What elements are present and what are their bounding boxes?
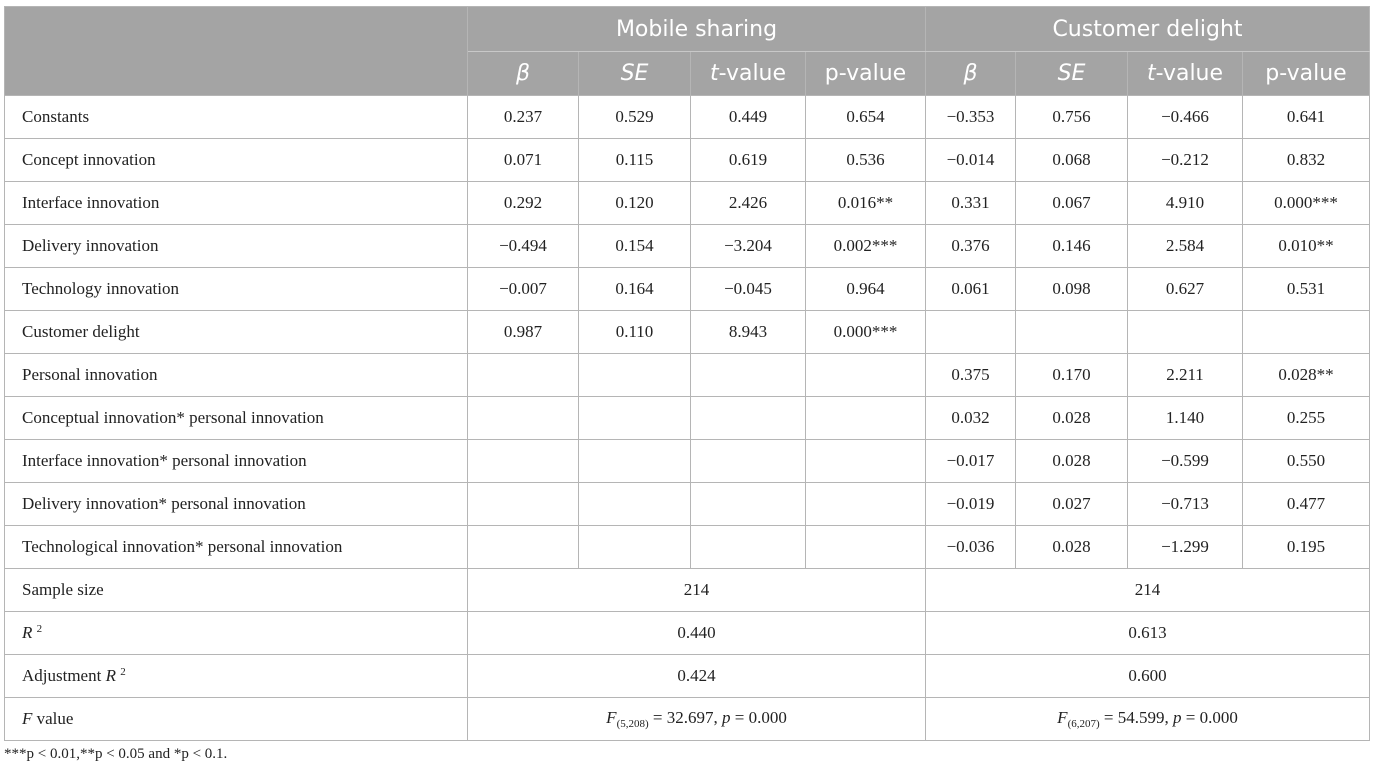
col-header-se: SE bbox=[579, 52, 691, 96]
table-row bbox=[5, 440, 1370, 483]
mobile-sharing-se-cell bbox=[579, 354, 691, 397]
customer-delight-beta-cell: 0.376 bbox=[926, 225, 1016, 268]
table-row bbox=[5, 96, 1370, 139]
customer-delight-se-cell: 0.028 bbox=[1016, 397, 1128, 440]
adj-r2-customer-delight: 0.600 bbox=[926, 655, 1370, 698]
mobile-sharing-p-value-cell: 0.654 bbox=[806, 96, 926, 139]
superscript: 2 bbox=[120, 666, 126, 678]
table-row bbox=[5, 311, 1370, 354]
row-label: Delivery innovation* personal innovation bbox=[5, 483, 468, 526]
customer-delight-beta-cell: −0.036 bbox=[926, 526, 1016, 569]
col-header-t-value: t-value bbox=[691, 52, 806, 96]
table-row bbox=[5, 268, 1370, 311]
mobile-sharing-se-cell bbox=[579, 440, 691, 483]
col-header-beta: β bbox=[468, 52, 579, 96]
customer-delight-t-value-cell: −0.466 bbox=[1128, 96, 1243, 139]
row-label: Technological innovation* personal innovation bbox=[5, 526, 468, 569]
label-prefix: Adjustment bbox=[22, 666, 106, 685]
customer-delight-se-cell: 0.146 bbox=[1016, 225, 1128, 268]
header-blank bbox=[5, 7, 468, 96]
row-label: Conceptual innovation* personal innovation bbox=[5, 397, 468, 440]
degrees-of-freedom: (6,207) bbox=[1067, 718, 1100, 730]
mobile-sharing-t-value-cell: −3.204 bbox=[691, 225, 806, 268]
row-label bbox=[5, 612, 468, 655]
table-body bbox=[5, 96, 1370, 741]
mobile-sharing-beta-cell: 0.237 bbox=[468, 96, 579, 139]
customer-delight-se-cell: 0.756 bbox=[1016, 96, 1128, 139]
regression-table bbox=[4, 6, 1370, 741]
mobile-sharing-p-value-cell: 0.000*** bbox=[806, 311, 926, 354]
f-value-mobile-sharing bbox=[468, 698, 926, 741]
customer-delight-p-value-cell: 0.000*** bbox=[1243, 182, 1370, 225]
mobile-sharing-p-value-cell bbox=[806, 440, 926, 483]
customer-delight-t-value-cell bbox=[1128, 311, 1243, 354]
row-label: Constants bbox=[5, 96, 468, 139]
row-label: Personal innovation bbox=[5, 354, 468, 397]
mobile-sharing-t-value-cell bbox=[691, 397, 806, 440]
r2-mobile-sharing: 0.440 bbox=[468, 612, 926, 655]
mobile-sharing-t-value-cell: 8.943 bbox=[691, 311, 806, 354]
customer-delight-beta-cell: −0.353 bbox=[926, 96, 1016, 139]
mobile-sharing-beta-cell bbox=[468, 397, 579, 440]
customer-delight-p-value-cell: 0.028** bbox=[1243, 354, 1370, 397]
table-row bbox=[5, 483, 1370, 526]
r2-customer-delight: 0.613 bbox=[926, 612, 1370, 655]
mobile-sharing-beta-cell: 0.071 bbox=[468, 139, 579, 182]
p-symbol: p bbox=[721, 708, 731, 727]
mobile-sharing-se-cell bbox=[579, 526, 691, 569]
customer-delight-p-value-cell: 0.641 bbox=[1243, 96, 1370, 139]
customer-delight-p-value-cell: 0.255 bbox=[1243, 397, 1370, 440]
customer-delight-beta-cell: −0.017 bbox=[926, 440, 1016, 483]
mobile-sharing-p-value-cell bbox=[806, 397, 926, 440]
row-label: Concept innovation bbox=[5, 139, 468, 182]
mobile-sharing-t-value-cell bbox=[691, 440, 806, 483]
mobile-sharing-se-cell: 0.110 bbox=[579, 311, 691, 354]
label-rest: value bbox=[32, 709, 74, 728]
col-header-beta: β bbox=[926, 52, 1016, 96]
customer-delight-beta-cell bbox=[926, 311, 1016, 354]
mobile-sharing-t-value-cell bbox=[691, 483, 806, 526]
f-symbol: F bbox=[22, 709, 33, 728]
degrees-of-freedom: (5,208) bbox=[616, 718, 649, 730]
summary-row-sample-size bbox=[5, 569, 1370, 612]
customer-delight-beta-cell: 0.331 bbox=[926, 182, 1016, 225]
customer-delight-t-value-cell: 2.211 bbox=[1128, 354, 1243, 397]
mobile-sharing-se-cell: 0.529 bbox=[579, 96, 691, 139]
customer-delight-se-cell: 0.067 bbox=[1016, 182, 1128, 225]
mobile-sharing-p-value-cell bbox=[806, 483, 926, 526]
customer-delight-t-value-cell: −0.599 bbox=[1128, 440, 1243, 483]
row-label: Technology innovation bbox=[5, 268, 468, 311]
customer-delight-p-value-cell bbox=[1243, 311, 1370, 354]
col-header-t-value: t-value bbox=[1128, 52, 1243, 96]
customer-delight-t-value-cell: −0.713 bbox=[1128, 483, 1243, 526]
table-footnote: ***p < 0.01,**p < 0.05 and *p < 0.1. bbox=[4, 746, 228, 762]
customer-delight-t-value-cell: 4.910 bbox=[1128, 182, 1243, 225]
mobile-sharing-p-value-cell: 0.536 bbox=[806, 139, 926, 182]
row-label: Interface innovation bbox=[5, 182, 468, 225]
customer-delight-p-value-cell: 0.531 bbox=[1243, 268, 1370, 311]
mobile-sharing-beta-cell: 0.987 bbox=[468, 311, 579, 354]
r-symbol: R bbox=[22, 623, 33, 642]
mobile-sharing-se-cell bbox=[579, 397, 691, 440]
customer-delight-se-cell: 0.098 bbox=[1016, 268, 1128, 311]
f-statistic: = 32.697, bbox=[648, 708, 722, 727]
customer-delight-t-value-cell: 0.627 bbox=[1128, 268, 1243, 311]
mobile-sharing-p-value-cell: 0.016** bbox=[806, 182, 926, 225]
customer-delight-se-cell: 0.027 bbox=[1016, 483, 1128, 526]
row-label: Sample size bbox=[5, 569, 468, 612]
mobile-sharing-beta-cell bbox=[468, 526, 579, 569]
customer-delight-se-cell: 0.028 bbox=[1016, 526, 1128, 569]
f-symbol: F bbox=[606, 708, 617, 727]
sample-size-mobile-sharing: 214 bbox=[468, 569, 926, 612]
mobile-sharing-t-value-cell bbox=[691, 526, 806, 569]
f-symbol: F bbox=[1057, 708, 1068, 727]
mobile-sharing-p-value-cell bbox=[806, 354, 926, 397]
customer-delight-beta-cell: 0.032 bbox=[926, 397, 1016, 440]
customer-delight-beta-cell: −0.014 bbox=[926, 139, 1016, 182]
f-value-customer-delight bbox=[926, 698, 1370, 741]
summary-row-r2 bbox=[5, 612, 1370, 655]
customer-delight-p-value-cell: 0.477 bbox=[1243, 483, 1370, 526]
customer-delight-t-value-cell: 1.140 bbox=[1128, 397, 1243, 440]
mobile-sharing-beta-cell: 0.292 bbox=[468, 182, 579, 225]
table-row bbox=[5, 526, 1370, 569]
row-label: Delivery innovation bbox=[5, 225, 468, 268]
group-header-mobile-sharing: Mobile sharing bbox=[468, 7, 926, 52]
mobile-sharing-t-value-cell: 0.619 bbox=[691, 139, 806, 182]
mobile-sharing-se-cell: 0.164 bbox=[579, 268, 691, 311]
mobile-sharing-se-cell: 0.115 bbox=[579, 139, 691, 182]
mobile-sharing-se-cell: 0.154 bbox=[579, 225, 691, 268]
summary-row-f-value bbox=[5, 698, 1370, 741]
sample-size-customer-delight: 214 bbox=[926, 569, 1370, 612]
group-header-customer-delight: Customer delight bbox=[926, 7, 1370, 52]
customer-delight-p-value-cell: 0.010** bbox=[1243, 225, 1370, 268]
row-label: Interface innovation* personal innovation bbox=[5, 440, 468, 483]
table-row bbox=[5, 182, 1370, 225]
customer-delight-se-cell: 0.068 bbox=[1016, 139, 1128, 182]
superscript: 2 bbox=[36, 623, 43, 635]
customer-delight-beta-cell: 0.061 bbox=[926, 268, 1016, 311]
row-label bbox=[5, 698, 468, 741]
r-symbol: R bbox=[105, 666, 116, 685]
customer-delight-p-value-cell: 0.195 bbox=[1243, 526, 1370, 569]
customer-delight-t-value-cell: −0.212 bbox=[1128, 139, 1243, 182]
mobile-sharing-t-value-cell: −0.045 bbox=[691, 268, 806, 311]
mobile-sharing-t-value-cell: 2.426 bbox=[691, 182, 806, 225]
mobile-sharing-beta-cell bbox=[468, 483, 579, 526]
mobile-sharing-t-value-cell bbox=[691, 354, 806, 397]
mobile-sharing-t-value-cell: 0.449 bbox=[691, 96, 806, 139]
mobile-sharing-se-cell: 0.120 bbox=[579, 182, 691, 225]
p-symbol: p bbox=[1172, 708, 1182, 727]
table-row bbox=[5, 139, 1370, 182]
customer-delight-t-value-cell: −1.299 bbox=[1128, 526, 1243, 569]
col-header-p-value: p-value bbox=[1243, 52, 1370, 96]
table-row bbox=[5, 354, 1370, 397]
row-label bbox=[5, 655, 468, 698]
table-row bbox=[5, 397, 1370, 440]
customer-delight-se-cell bbox=[1016, 311, 1128, 354]
customer-delight-se-cell: 0.028 bbox=[1016, 440, 1128, 483]
mobile-sharing-p-value-cell bbox=[806, 526, 926, 569]
mobile-sharing-beta-cell: −0.007 bbox=[468, 268, 579, 311]
mobile-sharing-se-cell bbox=[579, 483, 691, 526]
mobile-sharing-p-value-cell: 0.002*** bbox=[806, 225, 926, 268]
customer-delight-beta-cell: −0.019 bbox=[926, 483, 1016, 526]
mobile-sharing-beta-cell bbox=[468, 354, 579, 397]
mobile-sharing-beta-cell bbox=[468, 440, 579, 483]
mobile-sharing-p-value-cell: 0.964 bbox=[806, 268, 926, 311]
row-label: Customer delight bbox=[5, 311, 468, 354]
table-row bbox=[5, 225, 1370, 268]
p-statistic: = 0.000 bbox=[730, 708, 787, 727]
customer-delight-se-cell: 0.170 bbox=[1016, 354, 1128, 397]
p-statistic: = 0.000 bbox=[1181, 708, 1238, 727]
f-statistic: = 54.599, bbox=[1099, 708, 1173, 727]
customer-delight-t-value-cell: 2.584 bbox=[1128, 225, 1243, 268]
customer-delight-p-value-cell: 0.550 bbox=[1243, 440, 1370, 483]
adj-r2-mobile-sharing: 0.424 bbox=[468, 655, 926, 698]
summary-row-adjusted-r2 bbox=[5, 655, 1370, 698]
customer-delight-beta-cell: 0.375 bbox=[926, 354, 1016, 397]
mobile-sharing-beta-cell: −0.494 bbox=[468, 225, 579, 268]
col-header-p-value: p-value bbox=[806, 52, 926, 96]
col-header-se: SE bbox=[1016, 52, 1128, 96]
customer-delight-p-value-cell: 0.832 bbox=[1243, 139, 1370, 182]
